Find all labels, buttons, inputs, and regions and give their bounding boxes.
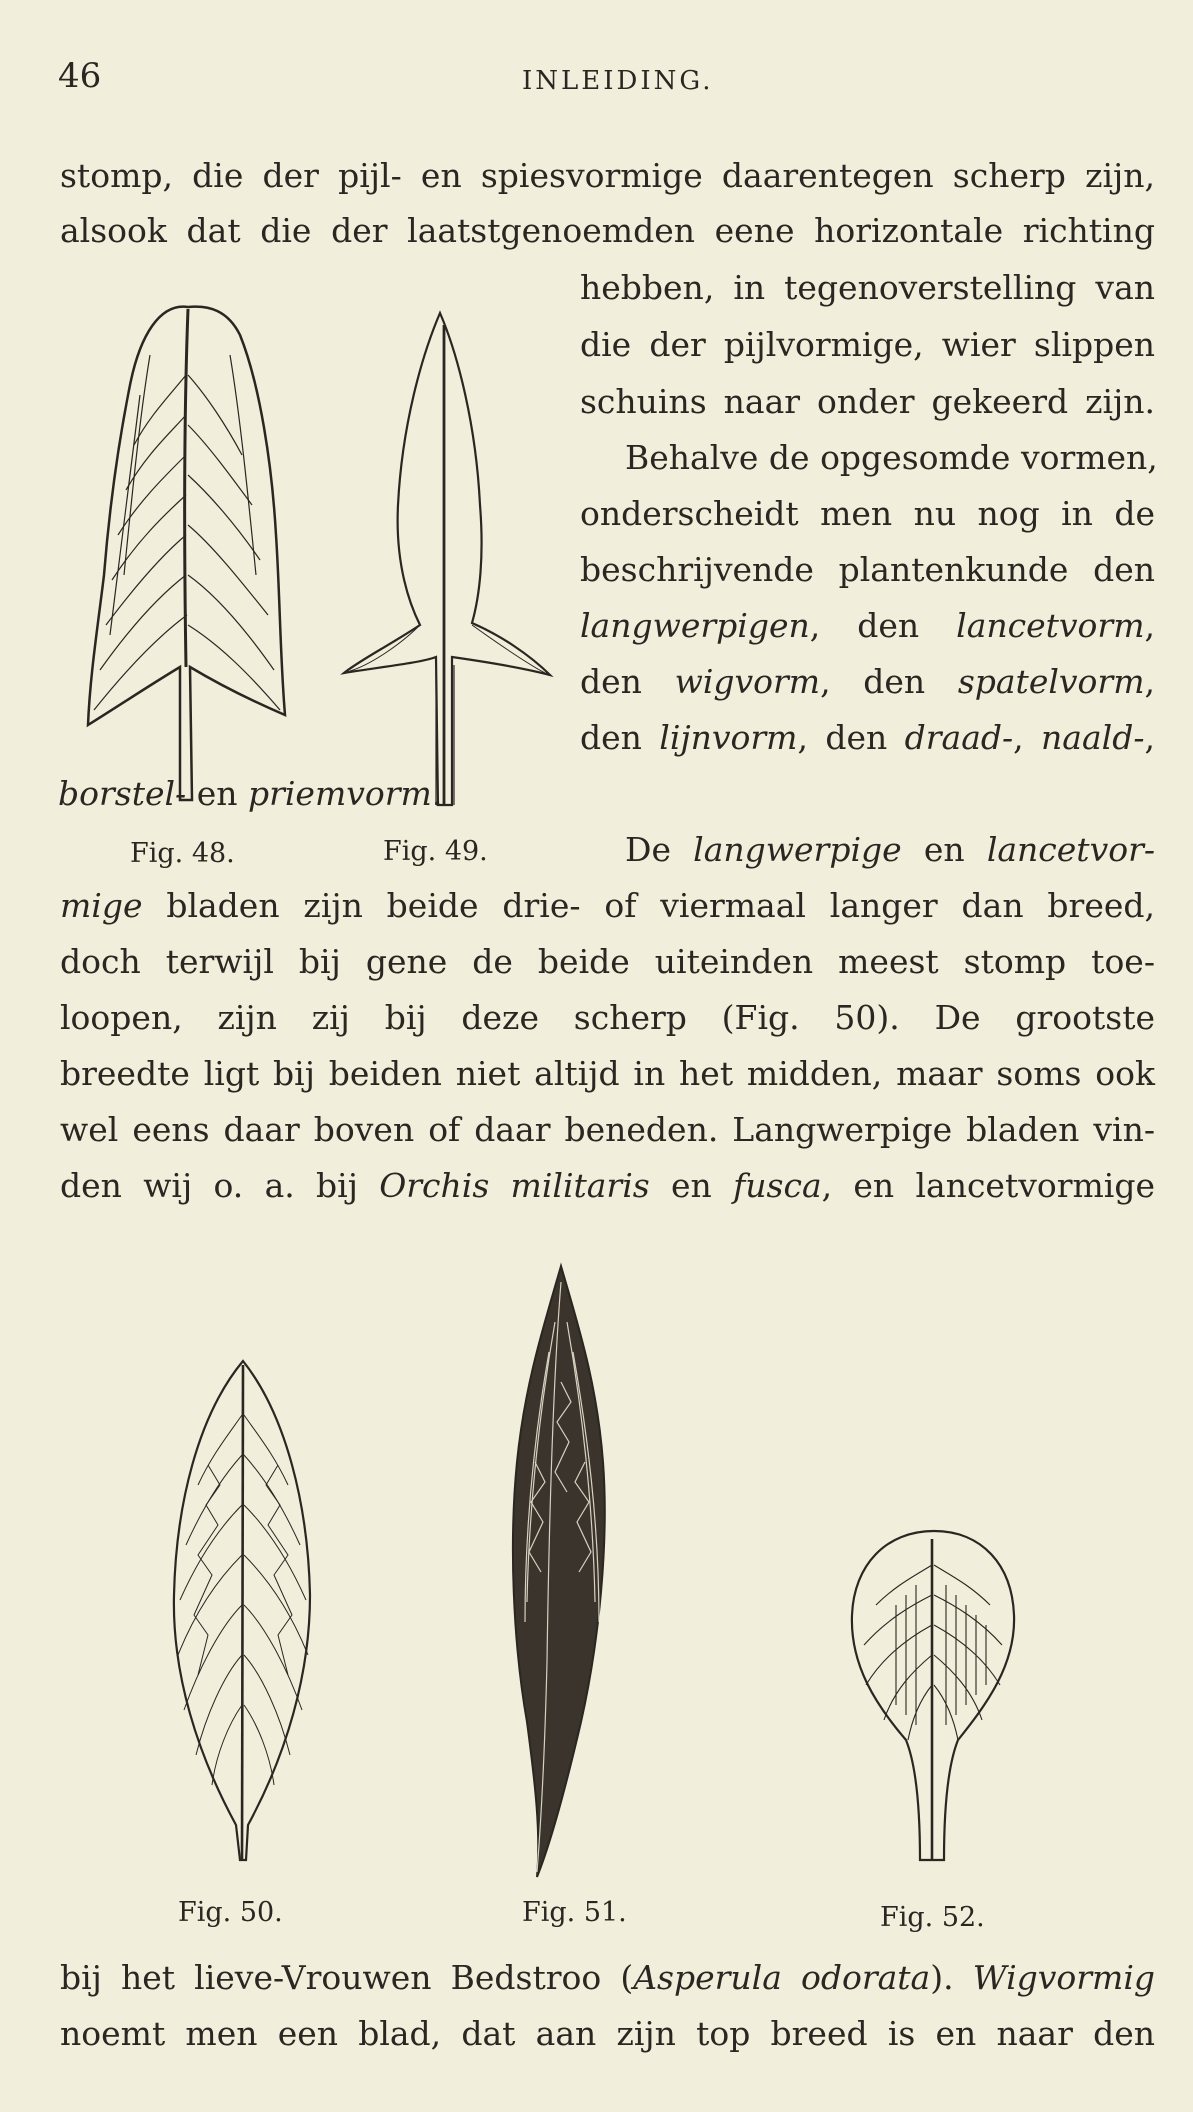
caption-fig-51: Fig. 51.	[522, 1897, 627, 1928]
figure-51-leaf-illustration	[505, 1262, 615, 1882]
italic-term: spatelvorm	[957, 662, 1145, 701]
text-line: stomp, die der pijl- en spiesvormige daarentegen scherp zijn,	[60, 156, 1155, 195]
text-line: borstel- en priemvorm.	[58, 774, 443, 813]
italic-term: langwerpigen	[580, 606, 810, 645]
italic-term: Asperula odorata	[633, 1958, 931, 1997]
italic-term: lancetvorm	[956, 606, 1145, 645]
text-line: langwerpigen, den lancetvorm,	[580, 606, 1155, 645]
caption-fig-52: Fig. 52.	[880, 1902, 985, 1933]
italic-term: wigvorm	[674, 662, 821, 701]
text-line: loopen, zijn zij bij deze scherp (Fig. 50). De grootste	[60, 998, 1155, 1037]
text-line: die der pijlvormige, wier slippen	[580, 325, 1155, 364]
text-line: den wij o. a. bij Orchis militaris en fusca, en lancetvormige	[60, 1166, 1156, 1205]
text-line: alsook dat die der laatstgenoemden eene horizontale richting	[60, 211, 1155, 250]
italic-term: mige	[60, 886, 143, 925]
figure-50-leaf-illustration	[168, 1355, 318, 1870]
italic-term: Wigvormig	[972, 1958, 1156, 1997]
text-line: den wigvorm, den spatelvorm,	[580, 662, 1155, 701]
text-line: noemt men een blad, dat aan zijn top breed is en naar den	[60, 2014, 1155, 2053]
italic-term: langwerpige	[693, 830, 902, 869]
text-line: doch terwijl bij gene de beide uiteinden meest stomp toe-	[60, 942, 1155, 981]
italic-term: fusca	[733, 1166, 822, 1205]
italic-term: borstel-	[58, 774, 187, 813]
text-line: schuins naar onder gekeerd zijn.	[580, 382, 1155, 421]
caption-fig-48: Fig. 48.	[130, 838, 235, 869]
text-line: mige bladen zijn beide drie- of viermaal langer dan breed,	[60, 886, 1155, 925]
text-line: onderscheidt men nu nog in de	[580, 494, 1155, 533]
text-line: beschrijvende plantenkunde den	[580, 550, 1155, 589]
text-line: De langwerpige en lancetvor-	[625, 830, 1156, 869]
figure-49-leaf-illustration	[340, 305, 560, 810]
italic-term: Orchis militaris	[379, 1166, 650, 1205]
caption-fig-49: Fig. 49.	[383, 836, 488, 867]
text-line: wel eens daar boven of daar beneden. Langwerpige bladen vin-	[60, 1110, 1155, 1149]
text-line: bij het lieve-Vrouwen Bedstroo (Asperula odorata). Wigvormig	[60, 1958, 1156, 1997]
text-line: hebben, in tegenoverstelling van	[580, 268, 1155, 307]
text-line: breedte ligt bij beiden niet altijd in het midden, maar soms ook	[60, 1054, 1155, 1093]
italic-term: naald-	[1041, 718, 1145, 757]
figure-48-leaf-illustration	[80, 295, 300, 805]
running-head: INLEIDING.	[522, 66, 714, 96]
italic-term: lancetvor-	[986, 830, 1156, 869]
text-line: Behalve de opgesomde vormen,	[625, 438, 1158, 477]
italic-term: priemvorm	[247, 774, 432, 813]
caption-fig-50: Fig. 50.	[178, 1897, 283, 1928]
italic-term: draad-	[904, 718, 1014, 757]
italic-term: lijnvorm	[659, 718, 798, 757]
page-number: 46	[58, 56, 102, 96]
figure-52-leaf-illustration	[846, 1525, 1021, 1865]
text-line: den lijnvorm, den draad-, naald-,	[580, 718, 1155, 757]
